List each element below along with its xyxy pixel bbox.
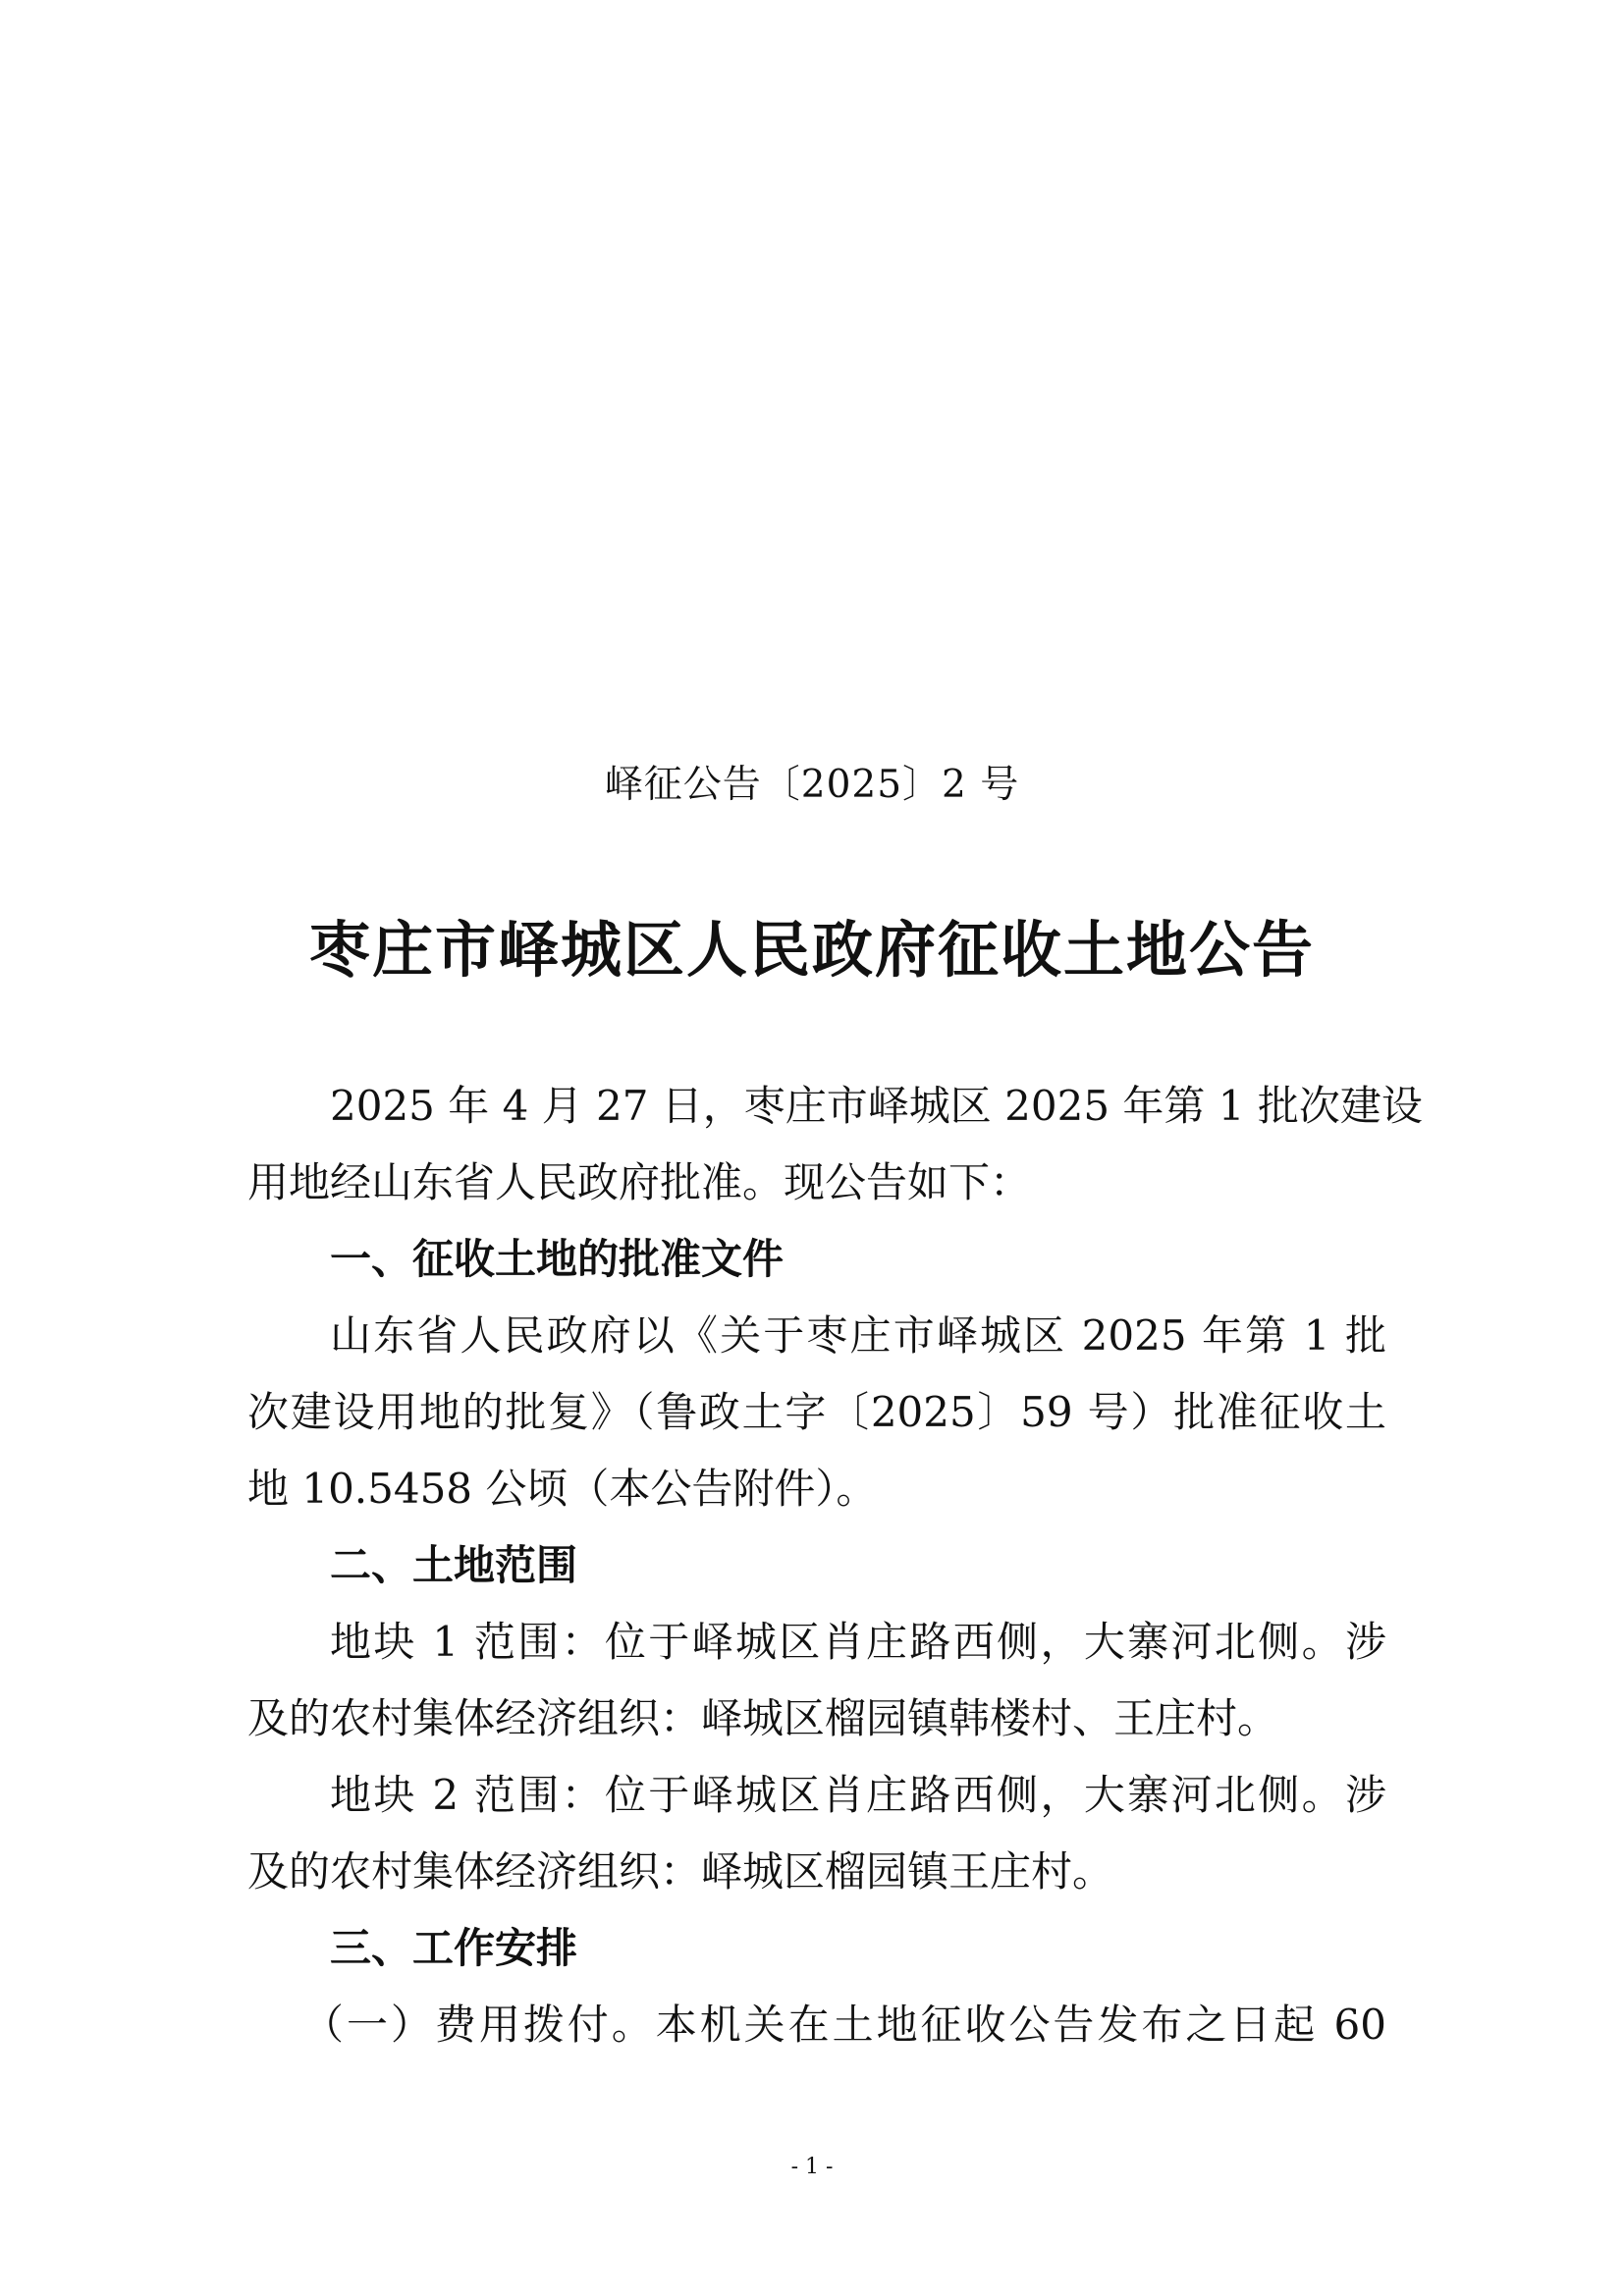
intro-line-2: 用地经山东省人民政府批准。现公告如下： [247, 1158, 1032, 1206]
plot-1-line-2: 及的农村集体经济组织：峄城区榴园镇韩楼村、王庄村。 [247, 1694, 1279, 1742]
section-3-heading: 三、工作安排 [330, 1924, 578, 1972]
document-body [247, 1068, 1423, 2063]
section-1-heading: 一、征收土地的批准文件 [330, 1235, 785, 1283]
page-number: - 1 - [790, 2155, 834, 2179]
document-title: 枣庄市峄城区人民政府征收土地公告 [308, 914, 1315, 986]
section-1-line-2: 次建设用地的批复》（鲁政土字〔2025〕59 号）批准征收土 [247, 1388, 1386, 1436]
document-number: 峄征公告〔2025〕2 号 [604, 763, 1020, 807]
plot-2-line-1: 地块 2 范围：位于峄城区肖庄路西侧，大寨河北侧。涉 [330, 1771, 1386, 1819]
intro-line-1: 2025 年 4 月 27 日，枣庄市峄城区 2025 年第 1 批次建设 [330, 1082, 1423, 1130]
section-1-line-1: 山东省人民政府以《关于枣庄市峄城区 2025 年第 1 批 [330, 1311, 1386, 1360]
section-2-heading: 二、土地范围 [330, 1541, 578, 1589]
plot-1-line-1: 地块 1 范围：位于峄城区肖庄路西侧，大寨河北侧。涉 [330, 1618, 1386, 1666]
section-3-line-1: （一）费用拨付。本机关在土地征收公告发布之日起 60 [302, 2001, 1386, 2049]
plot-2-line-2: 及的农村集体经济组织：峄城区榴园镇王庄村。 [247, 1847, 1114, 1896]
section-1-line-3: 地 10.5458 公顷（本公告附件）。 [247, 1465, 878, 1513]
